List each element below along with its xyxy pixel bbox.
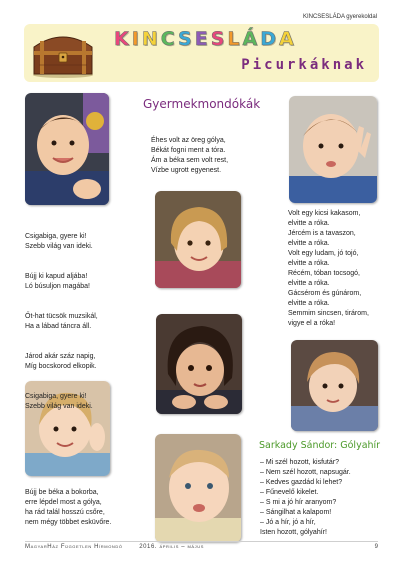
banner-title-letter: L [227,28,243,50]
child-photo-1 [25,93,109,205]
banner-title-letter: C [160,28,179,50]
poem-beka: Bújj be béka a bokorba, erre lépdel most a gólya, ha rád talál hosszú csőre, nem mégy többet esküvőre. [25,489,112,526]
footer-publication [25,544,204,550]
banner-title-letter: E [194,28,211,50]
poem-kakasom: Volt egy kicsi kakasom, elvitte a róka. Jércém is a tavaszon, elvitte a róka. Volt egy ludam, jó tojó, elvitte a róka. Récém, tóban tocsogó, elvitte a róka. Gácsérom és gúnárom, elvitte a róka. Semmim sincsen, tirárom, vigye el a róka! [288,210,369,327]
child-photo-2 [155,191,241,288]
banner-title-letter: S [178,28,195,50]
poem-stanza: Bújj ki kapud aljába! Ló búsuljon magába! [25,273,90,290]
banner-title-letter: Á [242,28,261,50]
poem-stanza: Csigabiga, gyere ki! Szebb világ van ideki. [25,233,93,250]
poem-stanza: Járod akár száz napig, Míg bocskorod elkopik. [25,353,97,370]
child-photo-3 [289,96,377,203]
footer-divider [25,541,378,542]
banner-title-letter: S [210,28,228,50]
banner-title-letter: A [278,28,297,50]
poem-csigabiga [25,222,145,422]
page-number: 9 [374,544,378,550]
issue-date: 2016. április – május [139,544,205,550]
title-banner [24,24,379,82]
banner-subtitle: Picurkáknak [241,57,367,73]
banner-title-letter: K [114,28,132,50]
section-title: Gyermekmondókák [143,97,261,111]
poem-golya: Éhes volt az öreg gólya, Békát fogni ment a tóra. Ám a béka sem volt rest, Vízbe ugrott egyenest. [151,137,229,174]
child-photo-5 [291,340,378,431]
publication-name: MagyarHáz Független Hírmondó [25,544,123,550]
poem-golyahir: – Mi szél hozott, kisfutár? – Nem szél hozott, napsugár. – Kedves gazdád ki lehet? – Fűnevelő kikelet. – S mi a jó hír aranyom? – Sángilhat a kalapom! – Jó a hír, jó a hír, Isten hozott, gólyahír! [260,459,351,536]
child-photo-7 [155,434,241,542]
running-header: KINCSESLÁDA gyerekoldal [302,14,377,20]
banner-title-letter: I [131,28,142,50]
banner-title [114,28,297,50]
banner-title-letter: D [260,28,279,50]
golyahir-title: Sarkady Sándor: Gólyahír [259,440,381,451]
banner-title-letter: N [141,28,161,50]
poem-stanza: Őt-hat tücsök muzsikál, Ha a lábad táncra áll. [25,313,98,330]
treasure-chest-illustration [29,27,97,79]
poem-stanza: Csigabiga, gyere ki! Szebb világ van ideki. [25,393,93,410]
child-photo-4 [156,314,242,414]
